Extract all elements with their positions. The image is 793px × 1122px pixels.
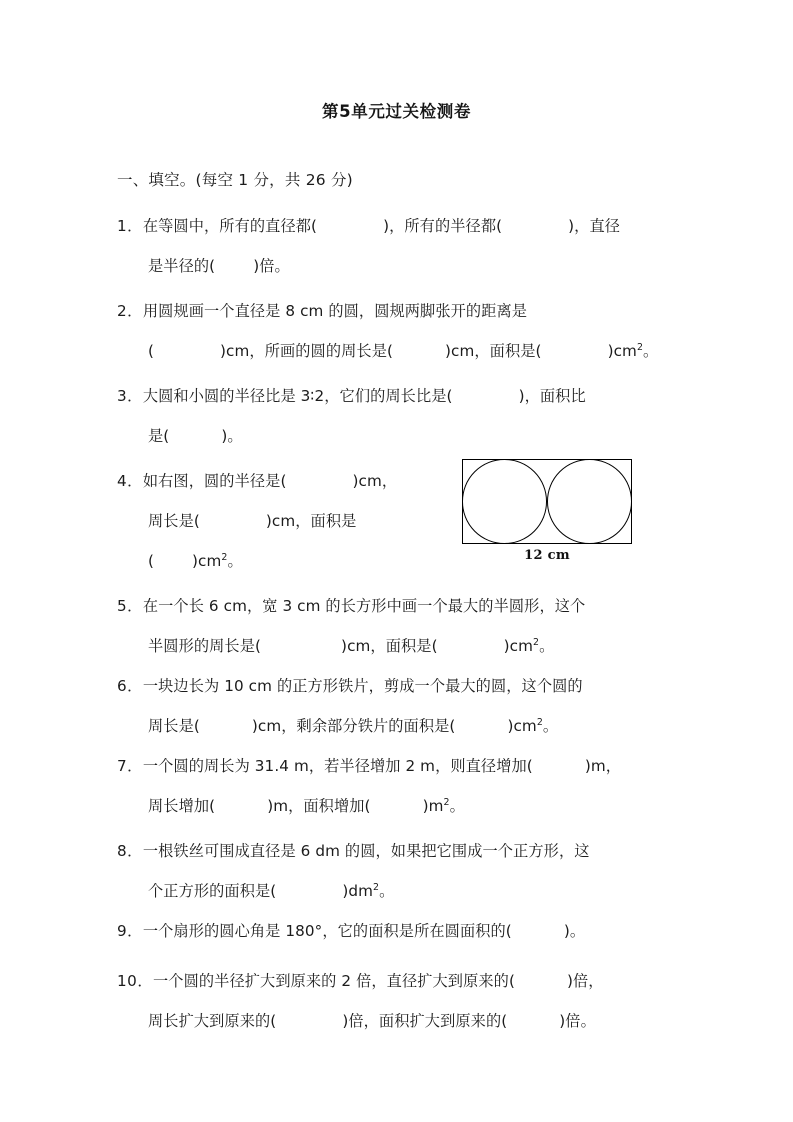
question-1-text-a: 在等圆中，所有的直径都( <box>142 217 318 235</box>
question-6-line-2 <box>117 706 682 746</box>
question-2-line-1 <box>117 291 682 331</box>
question-1-text-e: )倍。 <box>253 257 290 275</box>
question-7 <box>117 746 682 826</box>
question-4-text-b: )cm， <box>352 472 398 490</box>
question-4-number: 4． <box>117 472 143 490</box>
question-8-text-a: 一根铁丝可围成直径是 6 dm 的圆，如果把它围成一个正方形，这 <box>142 842 590 860</box>
question-10 <box>117 961 682 1041</box>
figure-circle-left <box>462 459 547 544</box>
superscript-2: 2 <box>636 341 644 353</box>
question-2-text-b: ( <box>148 342 155 360</box>
figure-rectangle <box>462 459 632 544</box>
question-5-line-2 <box>117 626 682 666</box>
question-10-text-e: )倍。 <box>559 1012 596 1030</box>
question-7-text-c: 周长增加( <box>148 797 216 815</box>
question-8-number: 8． <box>117 842 143 860</box>
question-5-text-b: 半圆形的周长是( <box>148 637 262 655</box>
question-5-text-c: )cm，面积是( <box>341 637 438 655</box>
superscript-2: 2 <box>373 881 380 893</box>
question-7-line-2 <box>117 786 682 826</box>
question-4-text-f: )cm <box>192 552 222 570</box>
question-2-text-f: 。 <box>643 342 659 360</box>
question-7-line-1 <box>117 746 682 786</box>
question-6 <box>117 666 682 746</box>
question-6-text-d: )cm <box>507 717 537 735</box>
question-2 <box>117 291 682 371</box>
figure-circle-right <box>547 459 632 544</box>
question-1-line-2 <box>117 246 682 286</box>
question-1-number: 1． <box>117 217 143 235</box>
question-3-line-2 <box>117 416 682 456</box>
question-5-text-e: 。 <box>539 637 555 655</box>
question-1-text-d: 是半径的( <box>148 257 216 275</box>
question-3-text-c: 是( <box>148 427 170 445</box>
question-9 <box>117 911 682 951</box>
question-4-text-c: 周长是( <box>148 512 200 530</box>
question-8-text-d: 。 <box>379 882 395 900</box>
question-6-number: 6． <box>117 677 143 695</box>
superscript-2: 2 <box>221 551 228 563</box>
question-4-text-e: ( <box>148 552 155 570</box>
superscript-2: 2 <box>443 796 450 808</box>
question-4-text-a: 如右图，圆的半径是( <box>142 472 287 490</box>
question-7-number: 7． <box>117 757 143 775</box>
question-8-line-2 <box>117 871 682 911</box>
question-3-line-1 <box>117 376 682 416</box>
question-3-text-b: )，面积比 <box>518 387 586 405</box>
question-2-text-c: )cm，所画的圆的周长是( <box>220 342 394 360</box>
question-5-number: 5． <box>117 597 143 615</box>
question-7-text-f: 。 <box>449 797 465 815</box>
question-8-text-c: )dm <box>342 882 373 900</box>
question-4-text-g: 。 <box>227 552 243 570</box>
question-5 <box>117 586 682 666</box>
question-2-text-a: 用圆规画一个直径是 8 cm 的圆，圆规两脚张开的距离是 <box>142 302 528 320</box>
superscript-2: 2 <box>536 716 543 728</box>
question-4-figure <box>462 459 634 563</box>
question-7-text-a: 一个圆的周长为 31.4 m，若半径增加 2 m，则直径增加( <box>142 757 533 775</box>
question-10-line-2 <box>117 1001 682 1041</box>
question-8-text-b: 个正方形的面积是( <box>148 882 277 900</box>
question-5-text-d: )cm <box>503 637 533 655</box>
question-6-line-1 <box>117 666 682 706</box>
question-2-text-d: )cm，面积是( <box>445 342 542 360</box>
question-10-number: 10． <box>117 972 154 990</box>
question-1-text-b: )，所有的半径都( <box>383 217 503 235</box>
question-8-line-1 <box>117 831 682 871</box>
question-10-text-a: 一个圆的半径扩大到原来的 2 倍，直径扩大到原来的( <box>153 972 515 990</box>
question-6-text-a: 一块边长为 10 cm 的正方形铁片，剪成一个最大的圆，这个圆的 <box>142 677 583 695</box>
question-10-text-b: )倍， <box>566 972 604 990</box>
question-10-text-d: )倍，面积扩大到原来的( <box>342 1012 508 1030</box>
question-2-line-2 <box>117 331 682 371</box>
question-7-text-e: )m <box>422 797 444 815</box>
page-title: 第5单元过关检测卷 <box>322 102 471 121</box>
question-9-number: 9． <box>117 922 143 940</box>
question-9-line-1 <box>117 911 682 951</box>
question-3-text-a: 大圆和小圆的半径比是 3∶2，它们的周长比是( <box>142 387 453 405</box>
question-8 <box>117 831 682 911</box>
question-3 <box>117 376 682 456</box>
question-10-line-1 <box>117 961 682 1001</box>
question-6-text-c: )cm，剩余部分铁片的面积是( <box>251 717 456 735</box>
question-2-text-e: )cm <box>607 342 637 360</box>
question-10-text-c: 周长扩大到原来的( <box>148 1012 277 1030</box>
question-7-text-d: )m，面积增加( <box>267 797 371 815</box>
section-heading-fill-in-blanks: 一、填空。(每空 1 分，共 26 分) <box>117 171 353 189</box>
figure-dimension-label: 12 cm <box>524 548 570 563</box>
question-1-line-1 <box>117 206 682 246</box>
question-9-text-a: 一个扇形的圆心角是 180°，它的面积是所在圆面积的( <box>142 922 512 940</box>
question-3-number: 3． <box>117 387 143 405</box>
question-6-text-b: 周长是( <box>148 717 200 735</box>
question-1 <box>117 206 682 286</box>
question-3-text-d: )。 <box>221 427 243 445</box>
superscript-2: 2 <box>532 636 540 648</box>
question-1-text-c: )，直径 <box>568 217 621 235</box>
question-4-text-d: )cm，面积是 <box>265 512 357 530</box>
question-2-number: 2． <box>117 302 143 320</box>
question-5-line-1 <box>117 586 682 626</box>
question-7-text-b: )m， <box>584 757 622 775</box>
question-5-text-a: 在一个长 6 cm，宽 3 cm 的长方形中画一个最大的半圆形，这个 <box>142 597 586 615</box>
question-9-text-b: )。 <box>563 922 586 940</box>
question-6-text-e: 。 <box>542 717 559 735</box>
